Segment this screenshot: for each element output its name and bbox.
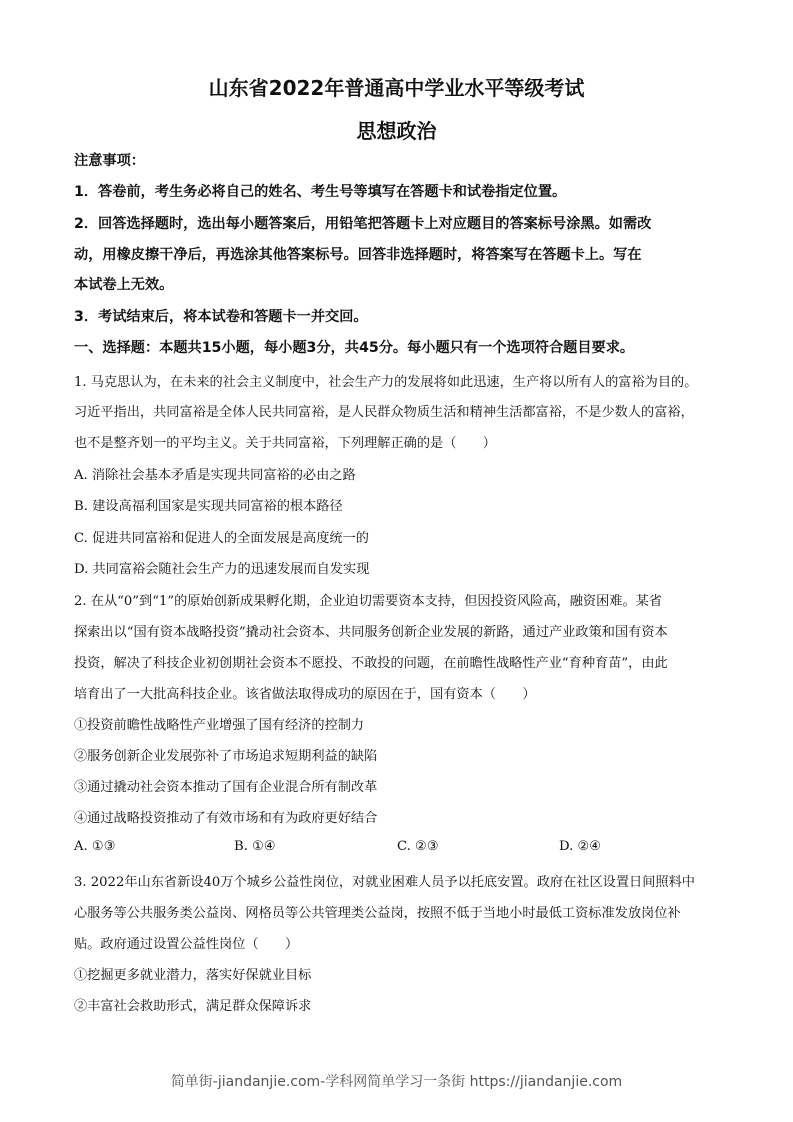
question-3-statement: ②丰富社会救助形式，满足群众保障诉求 [74, 999, 312, 1014]
notes-heading: 注意事项： [74, 153, 145, 169]
question-2-statement: ①投资前瞻性战略性产业增强了国有经济的控制力 [74, 718, 365, 733]
question-2-statement: ③通过撬动社会资本推动了国有企业混合所有制改革 [74, 780, 378, 795]
notes-line: 3．考试结束后，将本试卷和答题卡一并交回。 [74, 309, 368, 325]
question-3-stem: 心服务等公共服务类公益岗、网格员等公共管理类公益岗，按照不低于当地小时最低工资标准发放岗位补 [74, 906, 681, 921]
question-2-stem: 探索出以“国有资本战略投资”撬动社会资本、共同服务创新企业发展的新路，通过产业政策和国有资本 [74, 625, 668, 640]
exam-title: 山东省2022年普通高中学业水平等级考试 [208, 76, 585, 100]
question-1-option-b: B. 建设高福利国家是实现共同富裕的根本路径 [74, 499, 343, 514]
question-3-statement: ①挖掘更多就业潜力，落实好保就业目标 [74, 968, 312, 983]
question-1-stem: 习近平指出，共同富裕是全体人民共同富裕，是人民群众物质生活和精神生活都富裕，不是少数人的富裕， [74, 405, 694, 420]
section-heading: 一、选择题：本题共15小题，每小题3分，共45分。每小题只有一个选项符合题目要求。 [74, 340, 635, 356]
question-2-stem: 2. 在从“0”到“1”的原始创新成果孵化期，企业迫切需要资本支持，但因投资风险高，融资困难。某省 [74, 594, 663, 609]
question-2-stem: 投资，解决了科技企业初创期社会资本不愿投、不敢投的问题，在前瞻性战略性产业“育种育苗”，由此 [74, 656, 668, 671]
question-2-option-a: A. ①③ [74, 839, 116, 854]
question-1-stem: 也不是整齐划一的平均主义。关于共同富裕，下列理解正确的是（ ） [74, 436, 496, 451]
question-3-stem: 贴。政府通过设置公益性岗位（ ） [74, 937, 299, 952]
question-2-statement: ④通过战略投资推动了有效市场和有为政府更好结合 [74, 811, 378, 826]
subject-title: 思想政治 [356, 119, 437, 143]
question-1-option-a: A. 消除社会基本矛盾是实现共同富裕的必由之路 [74, 468, 356, 483]
question-2-option-c: C. ②③ [397, 839, 439, 854]
notes-line: 2．回答选择题时，选出每小题答案后，用铅笔把答题卡上对应题目的答案标号涂黑。如需改 [74, 216, 652, 232]
question-2-statement: ②服务创新企业发展弥补了市场追求短期利益的缺陷 [74, 749, 378, 764]
notes-line: 动，用橡皮擦干净后，再选涂其他答案标号。回答非选择题时，将答案写在答题卡上。写在 [74, 247, 642, 263]
question-1-stem: 1. 马克思认为，在未来的社会主义制度中，社会生产力的发展将如此迅速，生产将以所有人的富裕为目的。 [74, 375, 698, 390]
question-2-stem: 培育出了一大批高科技企业。该省做法取得成功的原因在于，国有资本（ ） [74, 687, 536, 702]
notes-line: 本试卷上无效。 [74, 277, 174, 293]
question-2-option-b: B. ①④ [234, 839, 276, 854]
question-1-option-c: C. 促进共同富裕和促进人的全面发展是高度统一的 [74, 531, 369, 546]
question-1-option-d: D. 共同富裕会随社会生产力的迅速发展而自发实现 [74, 562, 370, 577]
notes-line: 1．答卷前，考生务必将自己的姓名、考生号等填写在答题卡和试卷指定位置。 [74, 184, 567, 200]
footer-watermark: 简单街-jiandanjie.com-学科网简单学习一条街 https://jiandanjie.com [170, 1074, 623, 1090]
question-2-option-d: D. ②④ [559, 839, 602, 854]
question-3-stem: 3. 2022年山东省新设40万个城乡公益性岗位，对就业困难人员予以托底安置。政府在社区设置日间照料中 [74, 875, 695, 890]
